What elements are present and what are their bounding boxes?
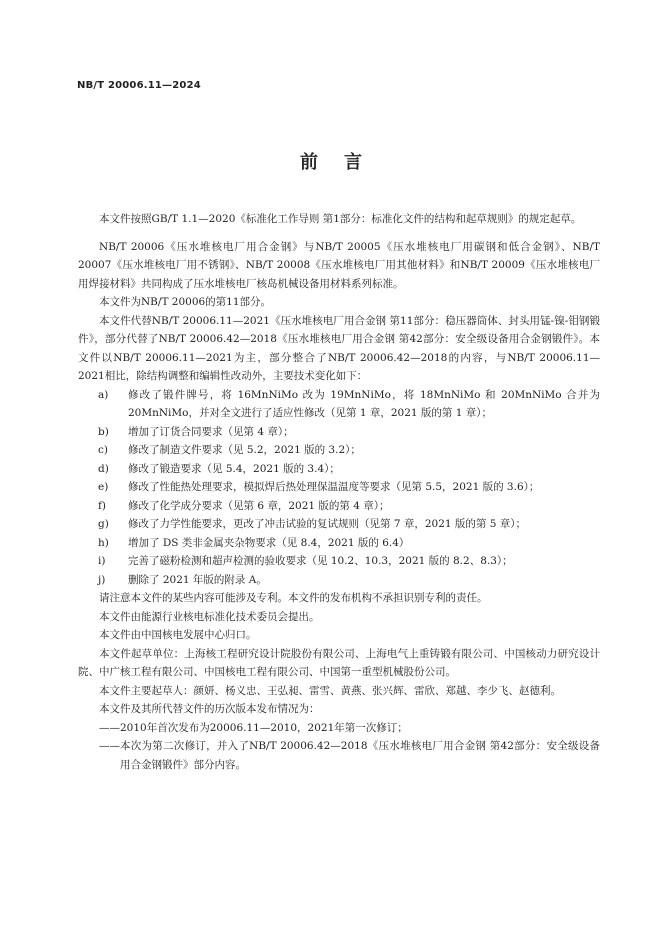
list-item xyxy=(78,478,600,497)
list-item xyxy=(78,441,600,460)
list-item xyxy=(78,552,600,571)
list-item xyxy=(78,423,600,442)
list-item-text: 修改了锻造要求（见 5.4，2021 版的 3.4）； xyxy=(128,462,340,475)
dash-marker: —— xyxy=(99,721,120,734)
list-marker: c) xyxy=(98,444,108,456)
list-item-text: 增加了订货合同要求（见第 4 章）； xyxy=(128,425,294,438)
list-item xyxy=(78,515,600,534)
paragraph-patent-notice: 请注意本文件的某些内容可能涉及专利。本文件的发布机构不承担识别专利的责任。 xyxy=(99,592,488,604)
list-marker: d) xyxy=(98,462,109,475)
paragraph-proposer: 本文件由能源行业核电标准化技术委员会提出。 xyxy=(99,610,320,623)
paragraph-drafting-rule: 本文件按照GB/T 1.1—2020《标准化工作导则 第1部分：标准化文件的结构和起草规则》的规定起草。 xyxy=(99,213,582,225)
list-marker: e) xyxy=(98,481,109,493)
dash-marker: —— xyxy=(99,740,120,752)
list-item-text: 修改了力学性能要求，更改了冲击试验的复试规则（见第 7 章，2021 版的第 5 章）； xyxy=(128,518,527,530)
list-item-text: 修改了性能热处理要求，模拟焊后热处理保温温度等要求（见第 5.5，2021 版的 3.6）； xyxy=(128,481,540,493)
paragraph-drafters: 本文件主要起草人：颜妍、杨义忠、王弘昶、雷雪、黄燕、张兴辉、雷欣、郑越、李少飞、赵德利。 xyxy=(99,684,561,697)
history-item-text: 2010年首次发布为20006.11—2010，2021年第一次修订； xyxy=(120,721,408,734)
technical-changes-list xyxy=(78,386,600,590)
list-marker: a) xyxy=(98,388,109,401)
paragraph-drafting-units: 本文件起草单位：上海核工程研究设计院股份有限公司、上海电气上重铸锻有限公司、中国核动力研究设计院、中广核工程有限公司、中国核电工程有限公司、中国第一重型机械股份公司。 xyxy=(78,647,600,678)
list-item-text: 完善了磁粉检测和超声检测的验收要求（见 10.2、10.3，2021 版的 8.2、8.3）； xyxy=(128,555,513,567)
paragraph-replacement: 本文件代替NB/T 20006.11—2021《压水堆核电厂用合金钢 第11部分：稳压器筒体、封头用锰-镍-钼钢锻件》，部分代替了NB/T 20006.42—2018《压水堆核电厂用合金钢 第42部分：安全级设备用合金钢锻件》。本文件以NB/T 20006.11—2021为主，部分整合了NB/T 20006.42—2018的内容，与NB/T 20006.11—2021相比，除结构调整和编辑性改动外，主要技术变化如下： xyxy=(78,314,600,382)
list-marker: h) xyxy=(98,536,109,549)
paragraph-part-number: 本文件为NB/T 20006的第11部分。 xyxy=(99,296,272,308)
list-marker: j) xyxy=(98,573,106,586)
list-item xyxy=(78,460,600,479)
list-item xyxy=(78,571,600,590)
paragraph-series-relation: NB/T 20006《压水堆核电厂用合金钢》与NB/T 20005《压水堆核电厂用碳钢和低合金钢》、NB/T 20007《压水堆核电厂用不锈钢》、NB/T 20008《压水堆核电厂用其他材料》和NB/T 20009《压水堆核电厂用焊接材料》共同构成了压水堆核电厂核岛机械设备用材料系列标准。 xyxy=(78,240,600,290)
list-item xyxy=(78,497,600,516)
document-code-header: NB/T 20006.11—2024 xyxy=(77,80,201,91)
list-item-text: 修改了锻件牌号，将 16MnNiMo 改为 19MnNiMo，将 18MnNiMo 和 20MnNiMo 合并为 20MnNiMo，并对全文进行了适应性修改（见第 1 章，2021 版的第 1 章）； xyxy=(128,388,600,419)
list-item-text: 修改了化学成分要求（见第 6 章，2021 版的第 4 章）； xyxy=(128,499,390,512)
list-marker: b) xyxy=(98,425,109,438)
history-item xyxy=(78,737,600,774)
list-item-text: 增加了 DS 类非金属夹杂物要求（见 8.4，2021 版的 6.4） xyxy=(128,536,410,549)
list-marker: g) xyxy=(98,518,109,530)
list-marker: f) xyxy=(98,499,106,512)
list-marker: i) xyxy=(98,555,106,567)
list-item-text: 删除了 2021 年版的附录 A。 xyxy=(128,573,267,586)
paragraph-owner: 本文件由中国核电发展中心归口。 xyxy=(99,629,257,641)
paragraph-history-intro: 本文件及其所代替文件的历次版本发布情况为： xyxy=(99,703,320,715)
page-title: 前言 xyxy=(300,152,388,173)
foreword-body xyxy=(78,210,600,774)
list-item xyxy=(78,534,600,553)
history-item-text: 本次为第二次修订，并入了NB/T 20006.42—2018《压水堆核电厂用合金钢 第42部分：安全级设备用合金钢锻件》部分内容。 xyxy=(120,740,600,771)
list-item xyxy=(78,386,600,423)
history-item xyxy=(78,719,600,738)
list-item-text: 修改了制造文件要求（见 5.2，2021 版的 3.2）； xyxy=(128,444,361,456)
